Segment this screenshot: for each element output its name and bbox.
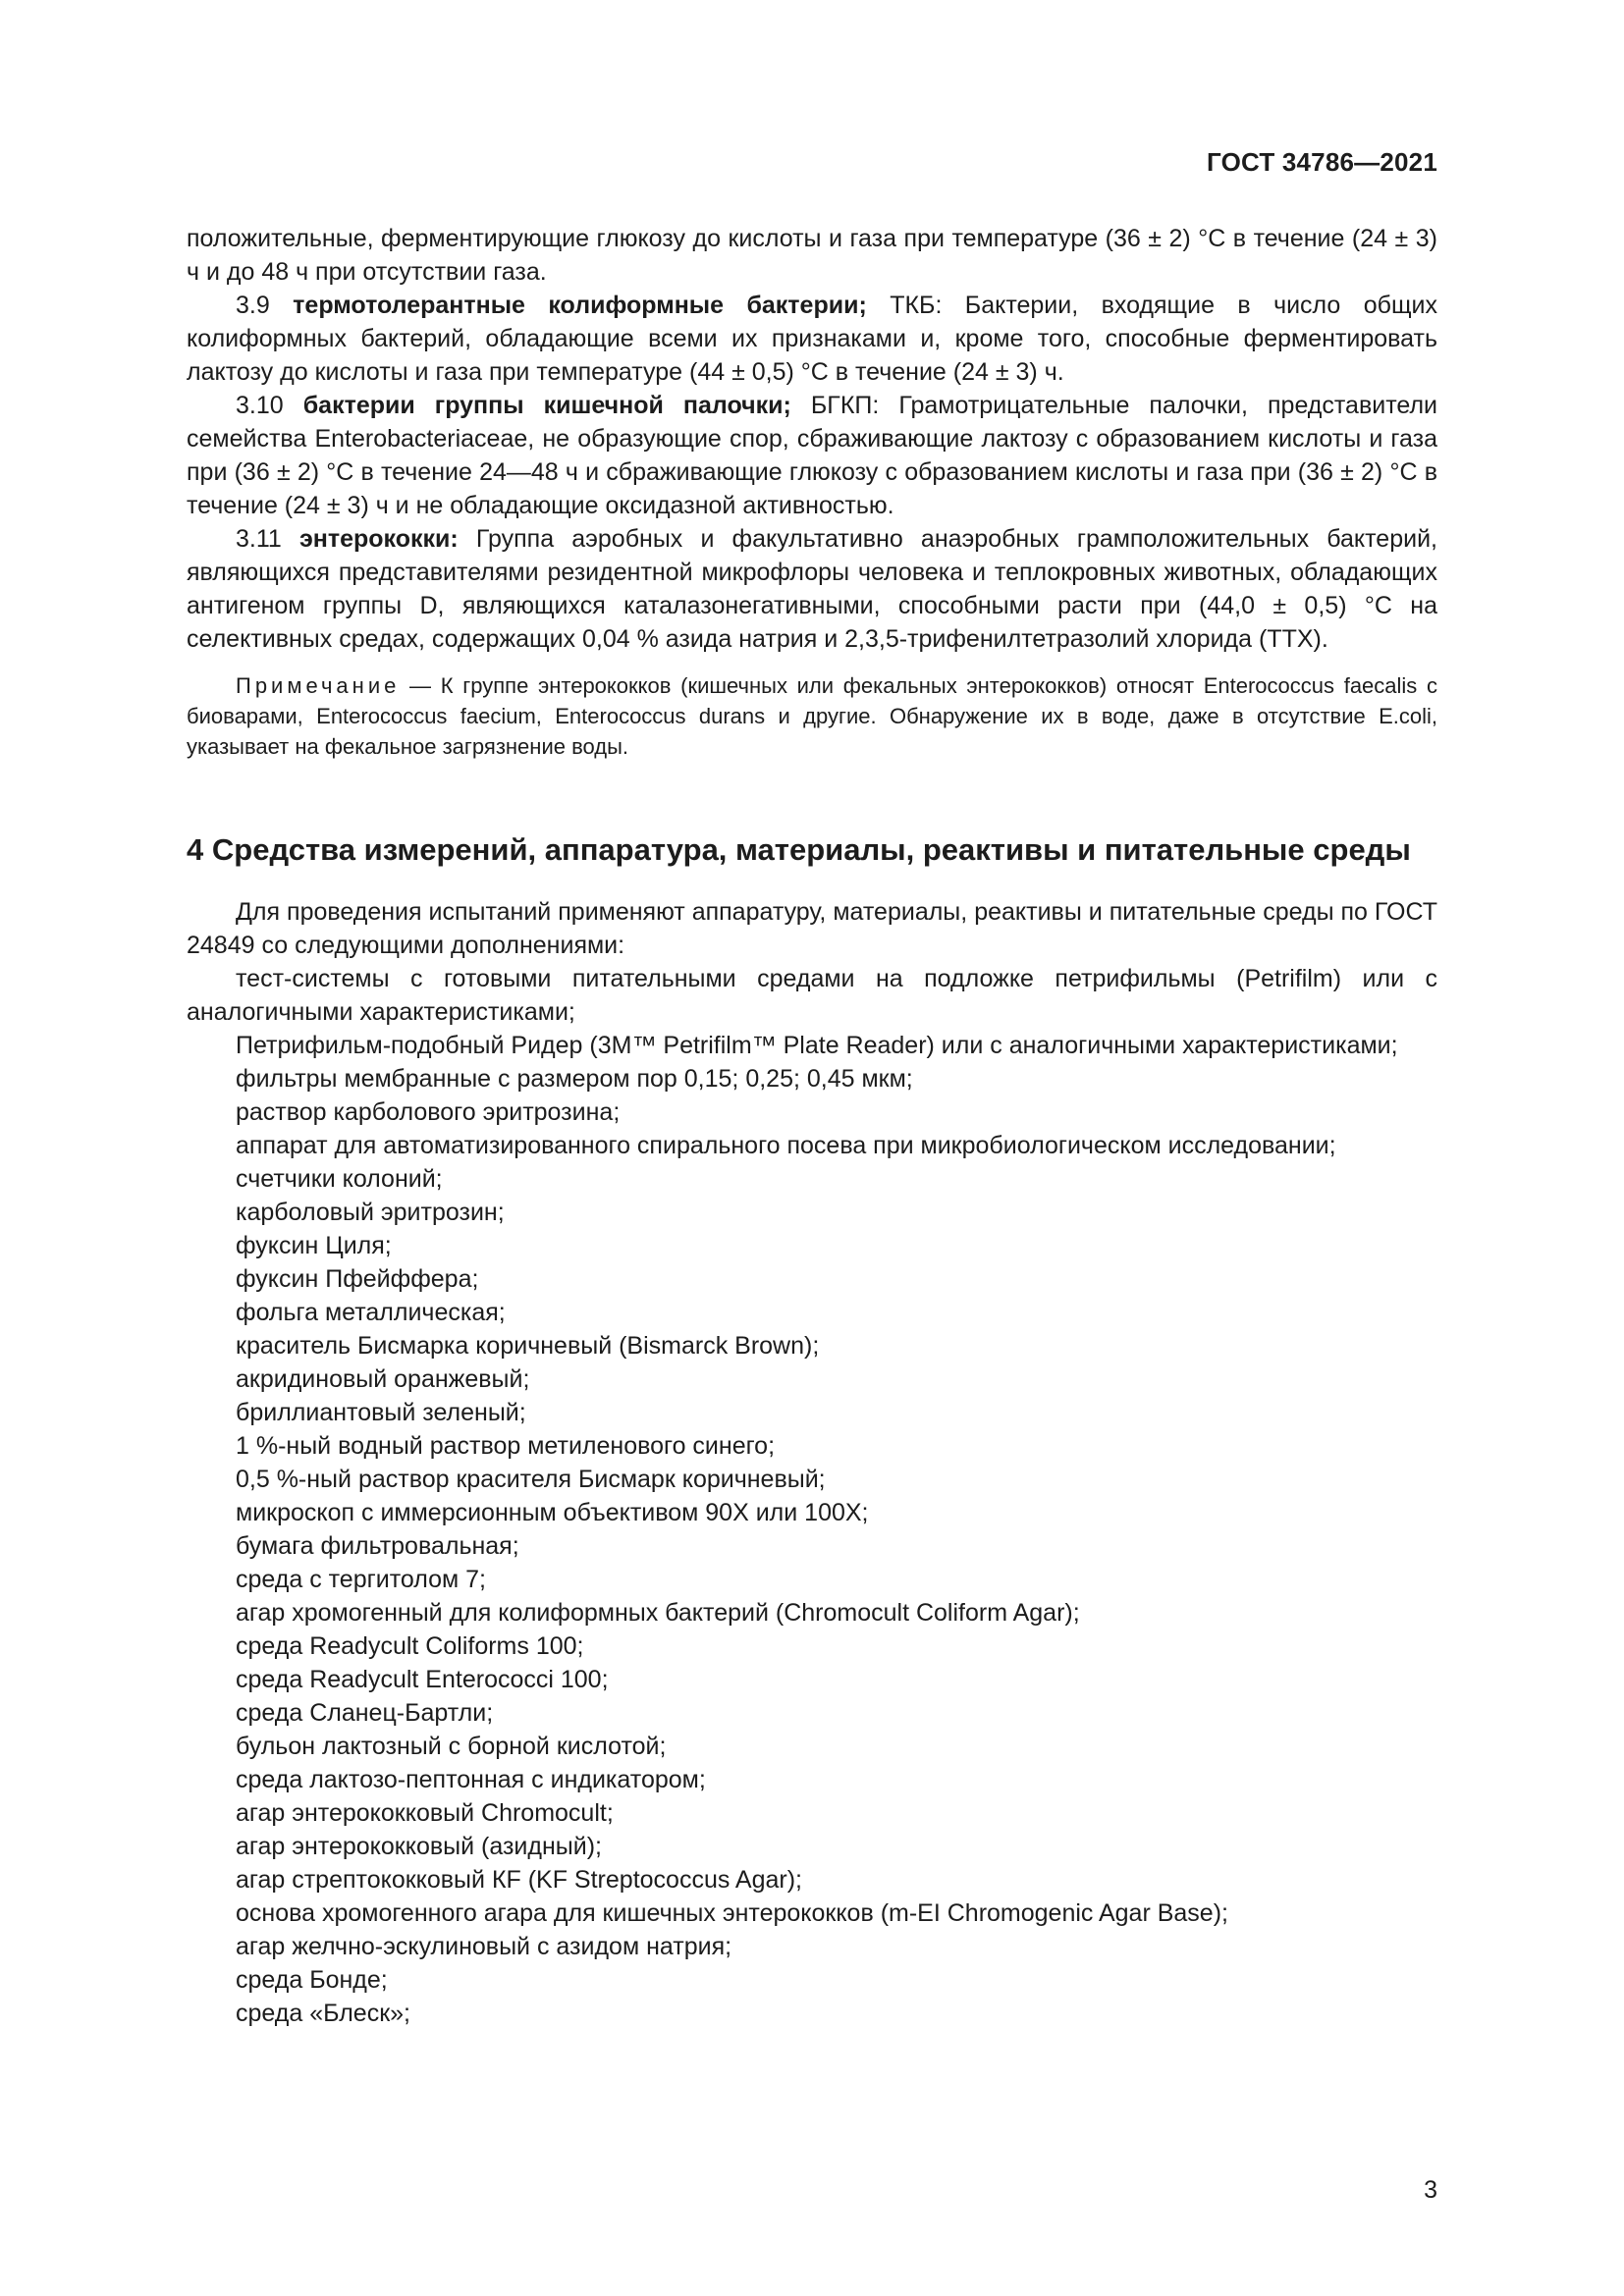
list-item: среда лактозо-пептонная с индикатором; <box>236 1766 706 1793</box>
list-item: краситель Бисмарка коричневый (Bismarck Brown); <box>236 1332 820 1360</box>
definition-3-11 <box>187 522 1437 656</box>
definition-text: БГКП: Грамотрицательные палочки, представители семейства Enterobacteriaceae, не образующие спор, сбраживающие лактозу с образованием кислоты и газа при (36 ± 2) °С в течение 24—48 ч и сбраживающие глюкозу с образованием кислоты и газа при (36 ± 2) °С в течение (24 ± 3) ч и не обладающие оксидазной активностью. <box>187 392 1437 519</box>
definition-number: 3.11 <box>236 525 282 553</box>
list-item: среда с тергитолом 7; <box>236 1566 486 1593</box>
section-number: 4 <box>187 832 204 867</box>
list-item: агар стрептококковый КF (KF Streptococcus Agar); <box>236 1866 802 1894</box>
list-item: основа хромогенного агара для кишечных энтерококков (m-EI Chromogenic Agar Base); <box>236 1899 1228 1927</box>
equipment-list <box>187 962 1437 2030</box>
list-item: бульон лактозный с борной кислотой; <box>236 1733 667 1760</box>
note-dash: — <box>400 673 441 698</box>
list-item: Петрифильм-подобный Ридер (3M™ Petrifilm™ Plate Reader) или с аналогичными характеристиками; <box>236 1032 1398 1059</box>
list-item: раствор карболового эритрозина; <box>236 1098 621 1126</box>
definition-number: 3.10 <box>236 392 284 419</box>
section-heading <box>187 830 1437 870</box>
list-item: счетчики колоний; <box>236 1165 443 1193</box>
definition-term: энтерококки: <box>298 525 459 553</box>
definition-3-10 <box>187 389 1437 522</box>
continuation-paragraph: положительные, ферментирующие глюкозу до кислоты и газа при температуре (36 ± 2) °С в течение (24 ± 3) ч и до 48 ч при отсутствии газа. <box>187 225 1437 286</box>
section-title: Средства измерений, аппаратура, материалы, реактивы и питательные среды <box>211 832 1411 867</box>
list-item: микроскоп с иммерсионным объективом 90X или 100X; <box>236 1499 869 1526</box>
list-item: 1 %-ный водный раствор метиленового синего; <box>236 1432 776 1460</box>
list-item: фольга металлическая; <box>236 1299 506 1326</box>
section-intro: Для проведения испытаний применяют аппаратуру, материалы, реактивы и питательные среды по ГОСТ 24849 со следующими дополнениями: <box>187 898 1437 959</box>
note-text: К группе энтерококков (кишечных или фекальных энтерококков) относят Enterococcus faecalis с биоварами, Enterococcus faecium, Enterococcus durans и другие. Обнаружение их в воде, даже в отсутствие E.coli, указывает на фекальное загрязнение воды. <box>187 673 1437 759</box>
list-item: акридиновый оранжевый; <box>236 1365 530 1393</box>
list-item: среда Readycult Coliforms 100; <box>236 1632 584 1660</box>
list-item: среда Сланец-Бартли; <box>236 1699 494 1727</box>
list-item: аппарат для автоматизированного спирального посева при микробиологическом исследовании; <box>236 1132 1336 1159</box>
definition-text: ТКБ: Бактерии, входящие в число общих колиформных бактерий, обладающие всеми их признаками и, кроме того, способные ферментировать лактозу до кислоты и газа при температуре (44 ± 0,5) °С в течение (24 ± 3) ч. <box>187 292 1437 386</box>
list-item: фуксин Пфейффера; <box>236 1265 479 1293</box>
list-item: 0,5 %-ный раствор красителя Бисмарк коричневый; <box>236 1466 826 1493</box>
document-code: ГОСТ 34786—2021 <box>1207 147 1437 177</box>
definition-3-9 <box>187 289 1437 389</box>
list-item: агар желчно-эскулиновый с азидом натрия; <box>236 1933 732 1960</box>
list-item: фильтры мембранные с размером пор 0,15; 0,25; 0,45 мкм; <box>236 1065 913 1093</box>
list-item: тест-системы с готовыми питательными средами на подложке петрифильмы (Petrifilm) или с аналогичными характеристиками; <box>187 965 1437 1026</box>
document-body <box>187 222 1437 2030</box>
list-item: среда Readycult Enterococci 100; <box>236 1666 609 1693</box>
definition-number: 3.9 <box>236 292 270 319</box>
list-item: среда «Блеск»; <box>236 2000 411 2027</box>
list-item: агар хромогенный для колиформных бактерий (Chromocult Coliform Agar); <box>236 1599 1080 1627</box>
list-item: фуксин Циля; <box>236 1232 392 1259</box>
definition-text: Группа аэробных и факультативно анаэробных грамположительных бактерий, являющихся представителями резидентной микрофлоры человека и теплокровных животных, обладающих антигеном группы D, являющихся каталазонегативными, способными расти при (44,0 ± 0,5) °С на селективных средах, содержащих 0,04 % азида натрия и 2,3,5-трифенилтетразолий хлорида (ТТХ). <box>187 525 1437 653</box>
note-label: Примечание <box>236 673 401 698</box>
list-item: бриллиантовый зеленый; <box>236 1399 526 1426</box>
definition-term: термотолерантные колиформные бактерии; <box>293 292 867 319</box>
page-number: 3 <box>1424 2176 1437 2204</box>
list-item: карболовый эритрозин; <box>236 1199 505 1226</box>
list-item: агар энтерококковый (азидный); <box>236 1833 602 1860</box>
list-item: среда Бонде; <box>236 1966 388 1994</box>
definition-term: бактерии группы кишечной палочки; <box>302 392 791 419</box>
list-item: агар энтерококковый Chromocult; <box>236 1799 614 1827</box>
note-paragraph <box>187 670 1437 762</box>
list-item: бумага фильтровальная; <box>236 1532 519 1560</box>
